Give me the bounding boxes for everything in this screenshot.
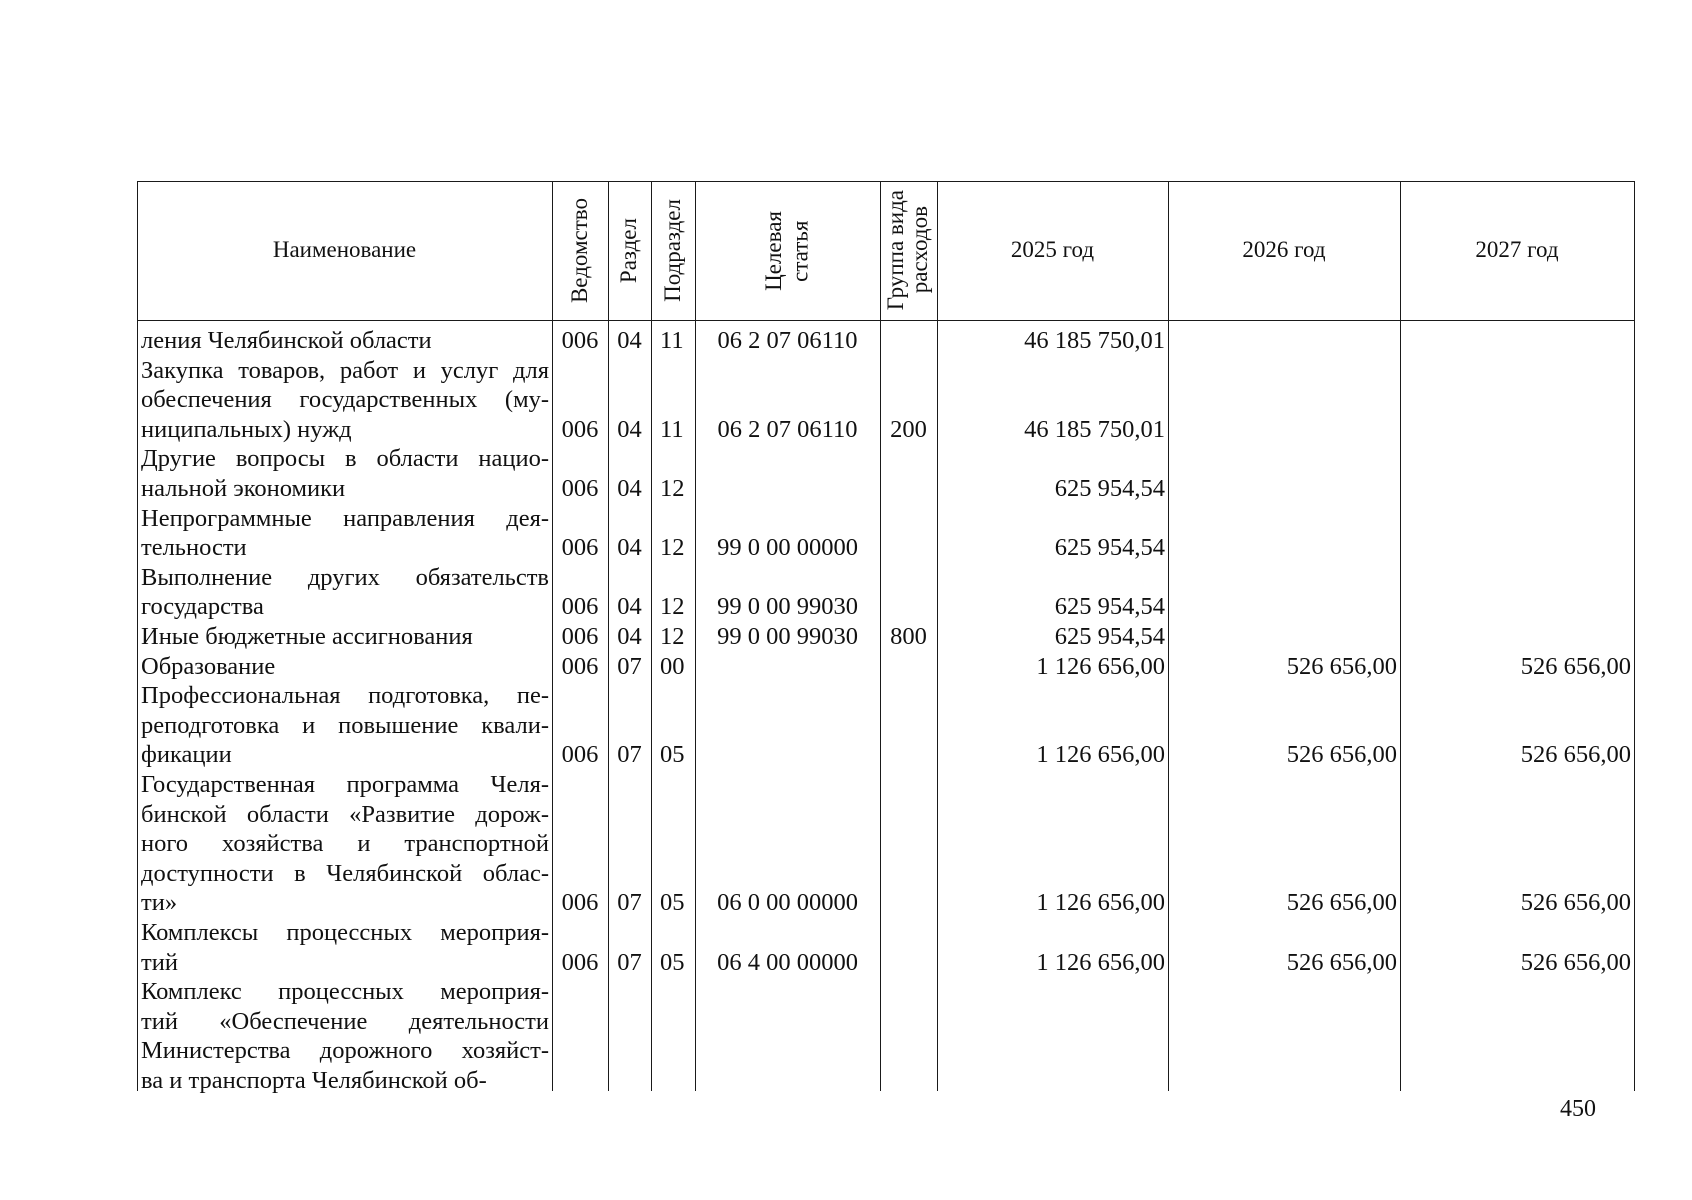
cell-rz: 07 <box>617 652 642 680</box>
row-name <box>141 977 549 1095</box>
cell-cs: 06 2 07 06110 <box>717 415 858 443</box>
cell-cs: 06 0 00 00000 <box>717 889 858 917</box>
cell-year-2026: 526 656,00 <box>1286 652 1397 680</box>
cell-year-2027: 526 656,00 <box>1520 652 1631 680</box>
cell-year-2027: 526 656,00 <box>1520 948 1631 976</box>
row-name <box>141 681 549 770</box>
cell-rz: 04 <box>617 475 642 502</box>
cell-cs: 06 4 00 00000 <box>717 948 858 976</box>
cell-ved: 006 <box>561 415 599 443</box>
cell-year-2025: 1 126 656,00 <box>1036 741 1165 769</box>
row-name-line: тий <box>141 948 178 976</box>
cell-ved: 006 <box>561 652 599 680</box>
cell-year-2027: 526 656,00 <box>1520 741 1631 769</box>
cell-cs: 99 0 00 99030 <box>717 623 858 650</box>
col-border-right <box>1634 181 1635 1091</box>
cell-year-2025: 1 126 656,00 <box>1036 889 1165 917</box>
row-name-line: Министерства дорожного хозяйст- <box>141 1037 549 1065</box>
row-name-line: доступности в Челябинской облас- <box>141 859 549 887</box>
cell-ved: 006 <box>561 623 599 650</box>
cell-vr: 800 <box>890 623 927 650</box>
cell-ved: 006 <box>561 889 599 917</box>
cell-year-2025: 46 185 750,01 <box>1024 415 1165 443</box>
row-name <box>141 504 549 563</box>
row-name-line: тельности <box>141 534 247 562</box>
cell-rz: 07 <box>617 948 642 976</box>
cell-rz: 04 <box>617 327 642 354</box>
row-name-line: тий «Обеспечение деятельности <box>141 1007 549 1035</box>
header-celevaya-line2: статья <box>787 219 813 282</box>
header-gruppa-line2: расходов <box>907 206 933 295</box>
cell-ved: 006 <box>561 948 599 976</box>
cell-pr: 05 <box>660 948 685 976</box>
row-name <box>141 652 549 682</box>
cell-year-2025: 625 954,54 <box>1054 593 1165 621</box>
header-podrazdel-cell <box>651 181 695 320</box>
cell-pr: 12 <box>660 593 685 621</box>
row-name-line: фикации <box>141 741 232 769</box>
cell-ved: 006 <box>561 593 599 621</box>
cell-pr: 05 <box>660 741 685 769</box>
row-name-line: бинской области «Развитие дорож- <box>141 800 549 828</box>
cell-rz: 04 <box>617 593 642 621</box>
row-name-line: государства <box>141 593 264 621</box>
row-name <box>141 326 549 356</box>
header-razdel: Раздел <box>616 217 642 284</box>
cell-ved: 006 <box>561 475 599 502</box>
cell-pr: 00 <box>660 652 685 680</box>
cell-year-2025: 625 954,54 <box>1054 534 1165 562</box>
row-name-line: Комплексы процессных мероприя- <box>141 919 549 946</box>
cell-pr: 12 <box>660 623 685 650</box>
cell-rz: 04 <box>617 534 642 562</box>
header-razdel-cell <box>608 181 651 320</box>
cell-cs: 06 2 07 06110 <box>717 327 858 354</box>
cell-pr: 12 <box>660 534 685 562</box>
cell-year-2026: 526 656,00 <box>1286 948 1397 976</box>
cell-ved: 006 <box>561 327 599 354</box>
cell-pr: 12 <box>660 475 685 502</box>
row-name-line: Государственная программа Челя- <box>141 771 549 798</box>
cell-year-2025: 1 126 656,00 <box>1036 652 1165 680</box>
budget-table <box>137 181 1635 1094</box>
row-name-line: ления Челябинской области <box>141 327 432 354</box>
row-name <box>141 918 549 977</box>
header-bottom-border <box>137 320 1635 321</box>
cell-year-2025: 625 954,54 <box>1054 623 1165 650</box>
header-2026: 2026 год <box>1242 237 1326 263</box>
row-name-line: Профессиональная подготовка, пе- <box>141 682 549 710</box>
cell-pr: 11 <box>660 415 684 443</box>
cell-cs: 99 0 00 99030 <box>717 593 858 621</box>
page-number: 450 <box>1560 1096 1596 1122</box>
row-name-line: Комплекс процессных мероприя- <box>141 978 549 1006</box>
header-podrazdel: Подраздел <box>659 199 685 302</box>
header-2027: 2027 год <box>1475 237 1559 263</box>
cell-year-2025: 625 954,54 <box>1054 475 1165 502</box>
cell-rz: 04 <box>617 415 642 443</box>
row-name-line: ва и транспорта Челябинской об- <box>141 1066 487 1094</box>
row-name-line: реподготовка и повышение квали- <box>141 711 549 739</box>
cell-year-2026: 526 656,00 <box>1286 741 1397 769</box>
header-celevaya-cell <box>695 181 880 320</box>
cell-year-2025: 46 185 750,01 <box>1024 327 1165 354</box>
header-2025: 2025 год <box>1010 237 1095 263</box>
cell-rz: 04 <box>617 623 642 650</box>
row-name-line: нальной экономики <box>141 474 346 502</box>
row-name-line: Непрограммные направления дея- <box>141 504 549 532</box>
cell-pr: 11 <box>660 327 684 354</box>
row-name <box>141 770 549 918</box>
row-name <box>141 622 549 652</box>
header-gruppa-line1: Группа вида <box>883 190 909 311</box>
cell-year-2026: 526 656,00 <box>1286 889 1397 917</box>
cell-pr: 05 <box>660 889 685 917</box>
cell-rz: 07 <box>617 741 642 769</box>
header-vedomstvo-cell <box>552 181 608 320</box>
row-name-line: ного хозяйства и транспортной <box>141 830 549 858</box>
row-name <box>141 563 549 622</box>
row-name-line: обеспечения государственных (му- <box>141 386 549 414</box>
header-celevaya-line1: Целевая <box>761 210 787 291</box>
header-gruppa-cell <box>880 181 937 320</box>
row-name <box>141 356 549 445</box>
row-name-line: Другие вопросы в области нацио- <box>141 445 549 473</box>
cell-ved: 006 <box>561 741 599 769</box>
row-name-line: ниципальных) нужд <box>141 415 352 443</box>
cell-rz: 07 <box>617 889 642 917</box>
row-name <box>141 444 549 503</box>
row-name-line: ти» <box>141 889 178 917</box>
cell-cs: 99 0 00 00000 <box>717 534 858 562</box>
cell-ved: 006 <box>561 534 599 562</box>
cell-year-2027: 526 656,00 <box>1520 889 1631 917</box>
header-vedomstvo: Ведомство <box>566 197 592 304</box>
row-name-line: Закупка товаров, работ и услуг для <box>141 356 549 384</box>
cell-vr: 200 <box>890 415 927 443</box>
cell-year-2025: 1 126 656,00 <box>1036 948 1165 976</box>
row-name-line: Образование <box>141 652 276 680</box>
header-name: Наименование <box>272 237 417 263</box>
row-name-line: Иные бюджетные ассигнования <box>141 623 473 650</box>
row-name-line: Выполнение других обязательств <box>141 563 549 591</box>
